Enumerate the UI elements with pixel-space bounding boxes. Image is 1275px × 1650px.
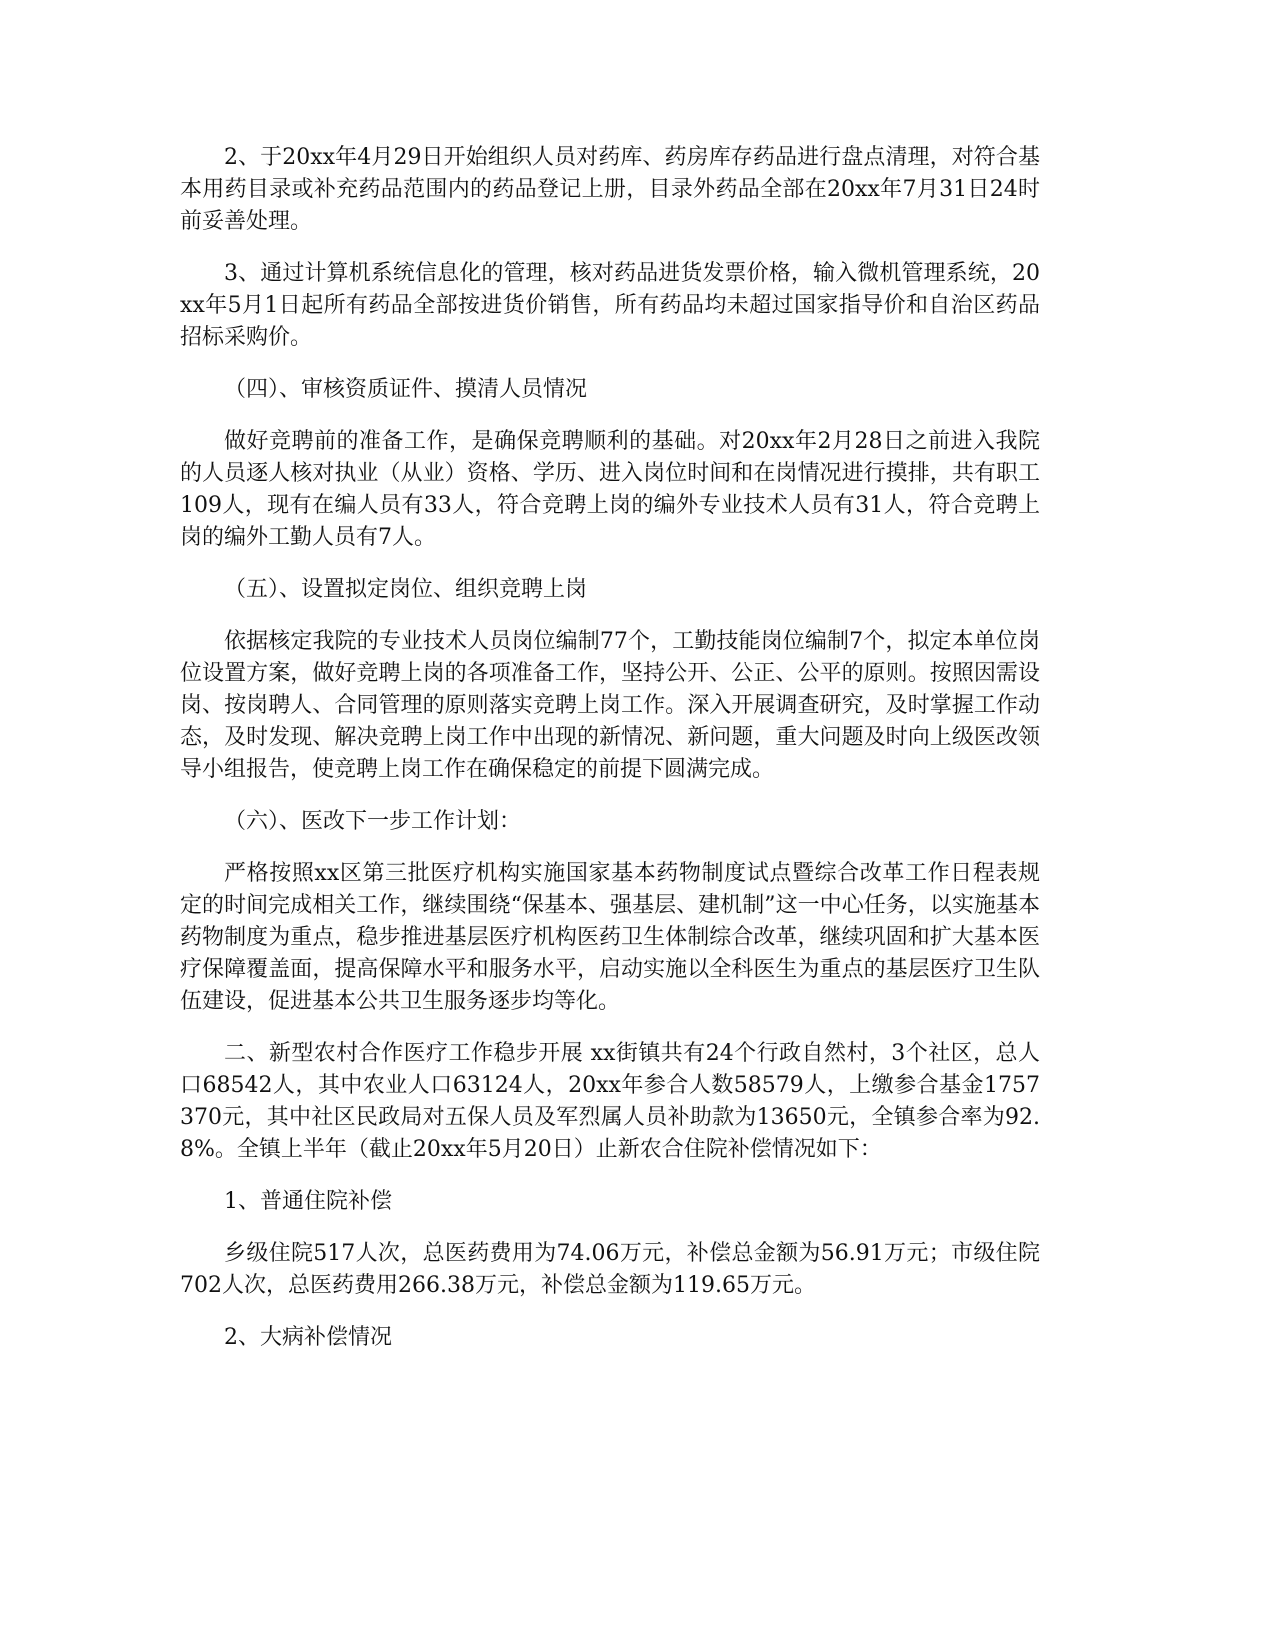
paragraph-next-plan: 严格按照xx区第三批医疗机构实施国家基本药物制度试点暨综合改革工作日程表规定的时间完成相关工作，继续围绕“保基本、强基层、建机制”这一中心任务，以实施基本药物制度为重点，稳步推进基层医疗机构医药卫生体制综合改革，继续巩固和扩大基本医疗保障覆盖面，提高保障水平和服务水平，启动实施以全科医生为重点的基层医疗卫生队伍建设，促进基本公共卫生服务逐步均等化。: [180, 861, 1040, 1014]
paragraph-computer-management: 3、通过计算机系统信息化的管理，核对药品进货发票价格，输入微机管理系统，20xx年5月1日起所有药品全部按进货价销售，所有药品均未超过国家指导价和自治区药品招标采购价。: [180, 261, 1040, 350]
paragraph-staff-verification: 做好竞聘前的准备工作，是确保竞聘顺利的基础。对20xx年2月28日之前进入我院的人员逐人核对执业（从业）资格、学历、进入岗位时间和在岗情况进行摸排，共有职工109人，现有在编人员有33人，符合竞聘上岗的编外专业技术人员有31人，符合竞聘上岗的编外工勤人员有7人。: [180, 429, 1040, 550]
section-heading-4: （四）、审核资质证件、摸清人员情况: [224, 377, 588, 402]
paragraph-post-setup: 依据核定我院的专业技术人员岗位编制77个，工勤技能岗位编制7个，拟定本单位岗位设置方案，做好竞聘上岗的各项准备工作，坚持公开、公正、公平的原则。按照因需设岗、按岗聘人、合同管理的原则落实竞聘上岗工作。深入开展调查研究，及时掌握工作动态，及时发现、解决竞聘上岗工作中出现的新情况、新问题，重大问题及时向上级医改领导小组报告，使竞聘上岗工作在确保稳定的前提下圆满完成。: [180, 629, 1040, 782]
paragraph-rural-cooperative: 二、新型农村合作医疗工作稳步开展 xx街镇共有24个行政自然村，3个社区，总人口68542人，其中农业人口63124人，20xx年参合人数58579人，上缴参合基金1757370元，其中社区民政局对五保人员及军烈属人员补助款为13650元，全镇参合率为92.8%。全镇上半年（截止20xx年5月20日）止新农合住院补偿情况如下：: [180, 1041, 1040, 1162]
paragraph-drug-inventory: 2、于20xx年4月29日开始组织人员对药库、药房库存药品进行盘点清理，对符合基本用药目录或补充药品范围内的药品登记上册，目录外药品全部在20xx年7月31日24时前妥善处理。: [180, 145, 1040, 234]
section-heading-5: （五）、设置拟定岗位、组织竞聘上岗: [224, 577, 588, 602]
section-heading-6: （六）、医改下一步工作计划：: [224, 809, 522, 834]
subheading-major-illness: 2、大病补偿情况: [224, 1325, 392, 1350]
document-page: [180, 142, 1040, 1374]
paragraph-hospitalization-stats: 乡级住院517人次，总医药费用为74.06万元，补偿总金额为56.91万元；市级住院702人次，总医药费用266.38万元，补偿总金额为119.65万元。: [180, 1241, 1040, 1298]
subheading-ordinary-hospitalization: 1、普通住院补偿: [224, 1189, 392, 1214]
